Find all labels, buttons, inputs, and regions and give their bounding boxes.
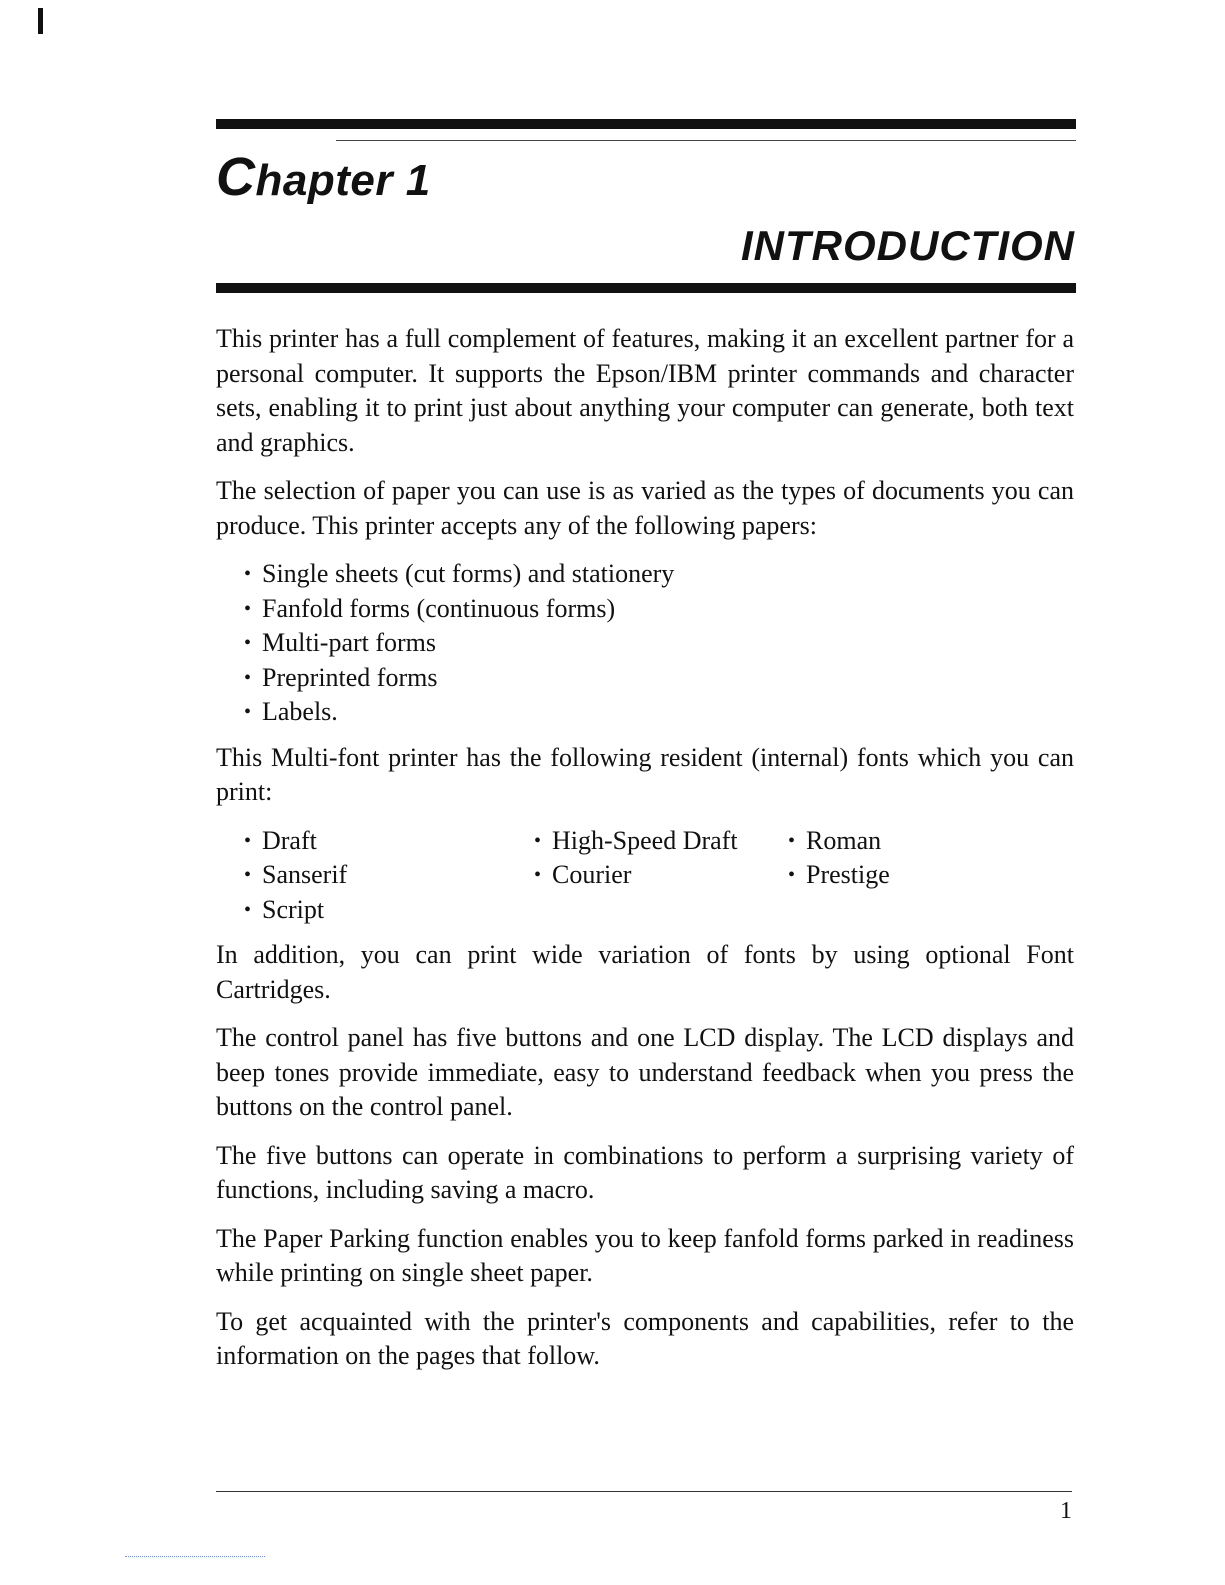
- list-item: • Preprinted forms: [244, 661, 1074, 696]
- paragraph-button-combinations: The five buttons can operate in combinations to perform a surprising variety of functions, including saving a macro.: [216, 1140, 1074, 1204]
- list-item: • Single sheets (cut forms) and stationery: [244, 557, 1074, 592]
- font-item: • Prestige: [788, 858, 988, 893]
- list-item: • Fanfold forms (continuous forms): [244, 592, 1074, 627]
- paragraph-features: This printer has a full complement of features, making it an excellent partner for a personal computer. It supports the Epson/IBM printer commands and character sets, enabling it to print just about anything your computer can generate, both text and graphics.: [216, 324, 1074, 457]
- font-item: • High-Speed Draft: [534, 824, 788, 859]
- font-item: • Courier: [534, 858, 788, 893]
- font-item: • Sanserif: [244, 858, 534, 893]
- list-item: • Labels.: [244, 695, 1074, 730]
- body-content: [216, 322, 1074, 1388]
- section-title: INTRODUCTION: [741, 222, 1075, 269]
- resident-fonts-list: [216, 824, 1074, 928]
- paragraph-font-cartridges: In addition, you can print wide variation of fonts by using optional Font Cartridges.: [216, 940, 1074, 1004]
- paragraph-control-panel: The control panel has five buttons and one LCD display. The LCD displays and beep tones provide immediate, easy to understand feedback when you press the buttons on the control panel.: [216, 1023, 1074, 1121]
- paragraph-resident-fonts: This Multi-font printer has the following resident (internal) fonts which you can print:: [216, 742, 1074, 806]
- margin-mark: [38, 8, 43, 34]
- font-item: • Script: [244, 893, 534, 928]
- header-rule-thin: [336, 140, 1076, 141]
- font-item: • Roman: [788, 824, 988, 859]
- paper-types-list: [216, 557, 1074, 730]
- header-rule-thick: [216, 119, 1076, 129]
- chapter-heading: [216, 147, 431, 207]
- title-rule-thick: [216, 283, 1076, 293]
- list-item: • Multi-part forms: [244, 626, 1074, 661]
- font-item: • Draft: [244, 824, 534, 859]
- paragraph-paper-parking: The Paper Parking function enables you to keep fanfold forms parked in readiness while printing on single sheet paper.: [216, 1223, 1074, 1287]
- footer-rule: [216, 1491, 1072, 1492]
- paragraph-get-acquainted: To get acquainted with the printer's components and capabilities, refer to the information on the pages that follow.: [216, 1306, 1074, 1370]
- chapter-heading-rest: hapter 1: [255, 156, 431, 205]
- scan-artifact-line: [125, 1556, 265, 1557]
- page-number: 1: [1060, 1498, 1072, 1524]
- paragraph-paper-selection: The selection of paper you can use is as varied as the types of documents you can produce. This printer accepts any of the following papers:: [216, 476, 1074, 540]
- chapter-heading-initial: C: [216, 147, 256, 207]
